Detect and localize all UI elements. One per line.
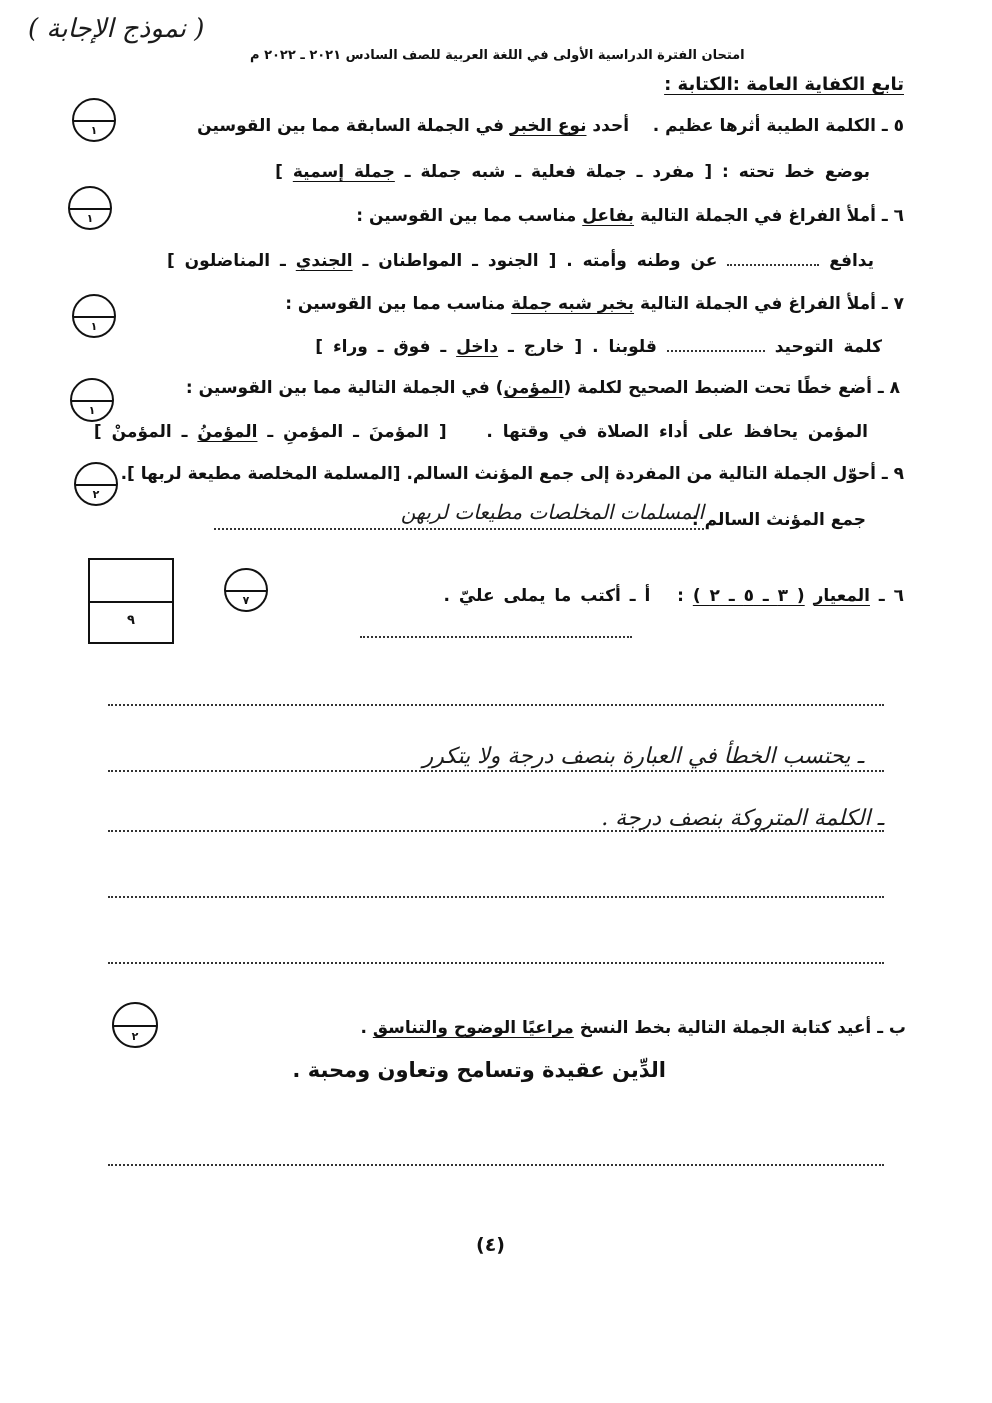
part-b-label: ب ـ xyxy=(877,1018,906,1038)
mark-circle: ٧ xyxy=(224,568,268,612)
q7-sentence: كلمة التوحيد قلوبنا . [ خارج ـ داخل ـ فوق ـ وراء ] xyxy=(315,337,882,357)
mark-circle: ١ xyxy=(72,98,116,142)
q5-instr-b: في الجملة السابقة مما بين القوسين xyxy=(197,116,504,136)
q7-option: وراء xyxy=(332,337,368,357)
q7-option: خارج xyxy=(523,337,565,357)
q6-option-answer: الجندي xyxy=(295,251,353,271)
mark-circle: ٢ xyxy=(74,462,118,506)
q9-instruction: ٩ ـ أحوّل الجملة التالية من المفردة إلى جمع المؤنث السالم. [المسلمة المخلصة مطيعة لربها ]. xyxy=(120,464,904,484)
q6-instruction: ٦ ـ أملأ الفراغ في الجملة التالية بفاعل مناسب مما بين القوسين : xyxy=(356,206,904,226)
q5-line2: بوضع خط تحته : [ xyxy=(704,162,870,182)
q8-option: المؤمنِ xyxy=(283,422,344,442)
q5-instr-a: أحدد xyxy=(592,116,630,136)
standard-line: ٦ ـ المعيار ( ٣ ـ ٥ ـ ٢ ) : أ ـ أكتب ما يملى عليّ . xyxy=(443,586,904,606)
mark-circle: ١ xyxy=(70,378,114,422)
q7-option: فوق xyxy=(393,337,431,357)
q5-option: مفرد xyxy=(652,162,695,182)
q9-answer-line xyxy=(214,528,704,530)
q5-instr-underlined: نوع الخبر xyxy=(509,116,587,136)
q6-sentence: يدافع عن وطنه وأمته . [ الجنود ـ المواطنان ـ الجندي ـ المناضلون ] xyxy=(166,251,874,271)
q8-option: المؤمنَ xyxy=(368,422,429,442)
q8-instr-underlined: المؤمن xyxy=(503,378,564,398)
blank xyxy=(727,250,819,266)
standard-number: ٦ ـ xyxy=(878,586,904,606)
q8-instruction: ٨ ـ أضع خطًا تحت الضبط الصحيح لكلمة (المؤمن) في الجملة التالية مما بين القوسين : xyxy=(185,378,900,398)
q9-answer-label: جمع المؤنث السالم : xyxy=(691,510,866,530)
part-b-sentence: الدِّين عقيدة وتسامح وتعاون ومحبة . xyxy=(292,1058,666,1082)
q5-option: شبه جملة xyxy=(420,162,506,182)
dictation-line xyxy=(108,962,884,964)
q9-handwritten-answer: المسلمات المخلصات مطيعات لربهن xyxy=(400,500,704,524)
handwritten-grading-note: ـ يحتسب الخطأ في العبارة بنصف درجة ولا يتكرر xyxy=(422,744,864,769)
q6-option: المناضلون xyxy=(184,251,271,271)
dictation-instruction: أ ـ أكتب ما يملى عليّ . xyxy=(443,586,651,606)
q5-options-line: بوضع خط تحته : [ مفرد ـ جملة فعلية ـ شبه جملة ـ جملة إسمية ] xyxy=(275,162,870,182)
mark-circle: ٢ xyxy=(112,1002,158,1048)
mark-circle: ١ xyxy=(68,186,112,230)
q6-option: المواطنان xyxy=(378,251,463,271)
dictation-line xyxy=(108,896,884,898)
part-b-instr-underlined: مراعيًا الوضوح والتناسق xyxy=(372,1018,574,1038)
mark-circle: ١ xyxy=(72,294,116,338)
standard-label: المعيار xyxy=(813,586,870,606)
dictation-line xyxy=(360,636,632,638)
q8-option-answer: المؤمنُ xyxy=(197,422,258,442)
q6-instr-underlined: بفاعل xyxy=(582,206,635,226)
q7-instr-underlined: بخبر شبه جملة xyxy=(511,294,635,314)
q5-number: ٥ ـ xyxy=(881,116,904,136)
dictation-line xyxy=(108,704,884,706)
part-b-instruction: ب ـ أعيد كتابة الجملة التالية بخط النسخ مراعيًا الوضوح والتناسق . xyxy=(360,1018,906,1038)
blank xyxy=(667,336,765,352)
q5-instruction xyxy=(197,116,904,136)
q8-option: المؤمنْ xyxy=(111,422,172,442)
page-number: (٤) xyxy=(476,1234,505,1256)
model-answer-label: ( نموذج الإجابة ) xyxy=(28,14,205,44)
q8-sentence: المؤمن يحافظ على أداء الصلاة في وقتها . [ المؤمنَ ـ المؤمنِ ـ المؤمنُ ـ المؤمنْ ] xyxy=(93,422,868,442)
section-title: تابع الكفاية العامة :الكتابة : xyxy=(664,74,904,95)
q5-sentence: الكلمة الطيبة أثرها عظيم . xyxy=(652,116,876,136)
handwritten-grading-note: ـ الكلمة المتروكة بنصف درجة . xyxy=(601,806,884,831)
q7-instruction: ٧ ـ أملأ الفراغ في الجملة التالية بخبر شبه جملة مناسب مما بين القوسين : xyxy=(285,294,904,314)
copy-line xyxy=(108,1164,884,1166)
q5-option: جملة فعلية xyxy=(530,162,627,182)
q7-option-answer: داخل xyxy=(456,337,499,357)
dictation-line xyxy=(108,770,884,772)
exam-title: امتحان الفترة الدراسية الأولى في اللغة العربية للصف السادس ٢٠٢١ ـ ٢٠٢٢ م xyxy=(250,48,745,63)
standard-code: ( ٣ ـ ٥ ـ ٢ ) xyxy=(692,586,805,606)
q5-option-answer: جملة إسمية xyxy=(292,162,395,182)
q6-option: الجنود xyxy=(487,251,539,271)
total-score-box: ٩ xyxy=(88,558,174,644)
